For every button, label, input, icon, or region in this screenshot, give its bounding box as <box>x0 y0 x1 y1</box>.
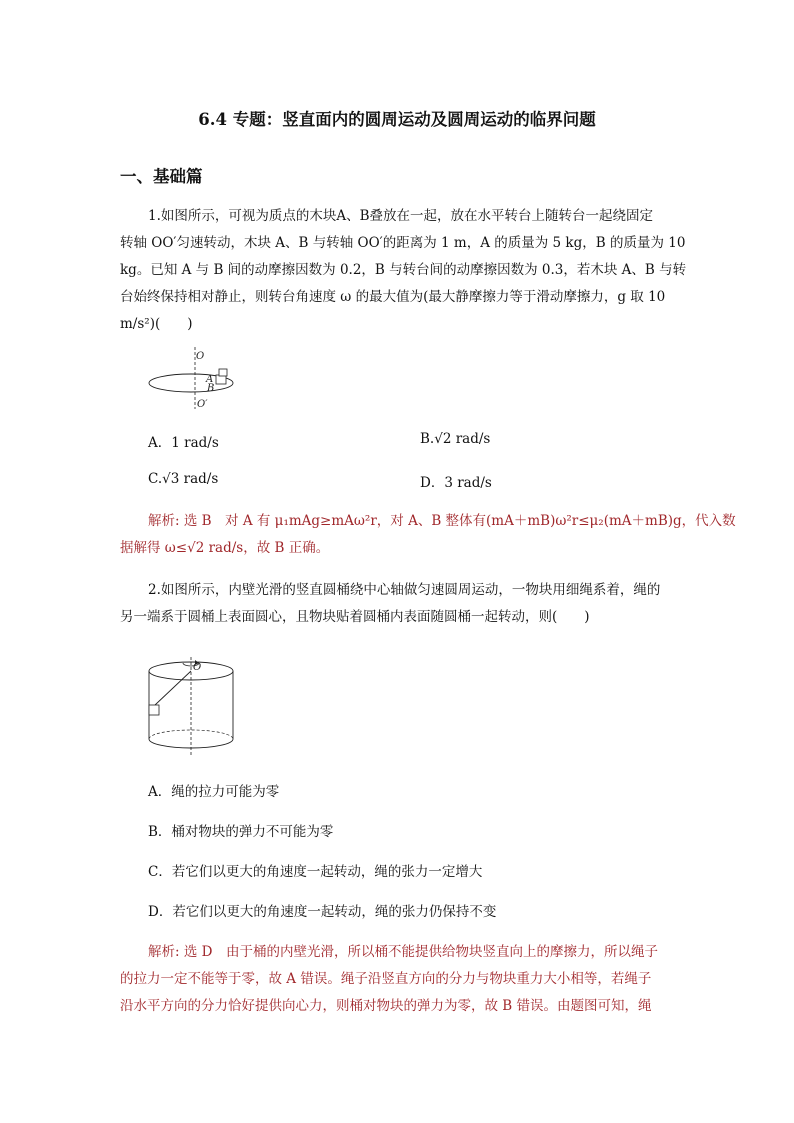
axis-label-o-bottom: O′ <box>197 399 208 410</box>
q1-option-a: A．1 rad/s <box>148 435 219 451</box>
q1-line-4: 台始终保持相对静止，则转台角速度 ω 的最大值为(最大静摩擦力等于滑动摩擦力，g 取 10 <box>120 289 666 305</box>
q2-line-2: 另一端系于圆桶上表面圆心，且物块贴着圆桶内表面随圆桶一起转动，则( ) <box>120 609 590 625</box>
q1-option-b: B.√2 rad/s <box>420 431 491 447</box>
q1-solution-line-1: 解析: 选 B 对 A 有 μ₁mAg≥mAω²r，对 A、B 整体有(mA＋mB)ω²r≤μ₂(mA＋mB)g，代入数 <box>148 513 736 529</box>
q1-turntable-figure <box>145 345 245 410</box>
center-label-o: O <box>193 662 202 673</box>
q1-line-1: 1.如图所示，可视为质点的木块A、B叠放在一起，放在水平转台上随转台一起绕固定 <box>148 208 654 224</box>
q2-solution-line-2: 的拉力一定不能等于零，故 A 错误。绳子沿竖直方向的分力与物块重力大小相等，若绳子 <box>120 971 652 987</box>
page-title: 6.4 专题：竖直面内的圆周运动及圆周运动的临界问题 <box>198 110 596 129</box>
q2-solution-line-3: 沿水平方向的分力恰好提供向心力，则桶对物块的弹力为零，故 B 错误。由题图可知，绳 <box>120 998 652 1014</box>
axis-label-o-top: O <box>196 351 205 362</box>
q1-line-5: m/s²)( ) <box>120 316 193 332</box>
q2-solution-line-1: 解析: 选 D 由于桶的内壁光滑，所以桶不能提供给物块竖直向上的摩擦力，所以绳子 <box>148 944 658 960</box>
q1-option-d: D．3 rad/s <box>420 475 492 491</box>
section-heading: 一、基础篇 <box>120 167 203 186</box>
q2-option-d: D．若它们以更大的角速度一起转动，绳的张力仍保持不变 <box>148 904 497 920</box>
block-label-b: B <box>207 383 215 394</box>
block-label-a: A <box>206 374 214 385</box>
q1-option-c: C.√3 rad/s <box>148 471 219 487</box>
q2-option-b: B．桶对物块的弹力不可能为零 <box>148 824 334 840</box>
q2-option-a: A．绳的拉力可能为零 <box>148 784 280 800</box>
q2-line-1: 2.如图所示，内壁光滑的竖直圆桶绕中心轴做匀速圆周运动，一物块用细绳系着，绳的 <box>148 582 661 598</box>
q1-solution-line-2: 据解得 ω≤√2 rad/s，故 B 正确。 <box>120 540 330 556</box>
q1-line-2: 转轴 OO′匀速转动，木块 A、B 与转轴 OO′的距离为 1 m，A 的质量为 5 kg，B 的质量为 10 <box>120 235 686 251</box>
q1-line-3: kg。已知 A 与 B 间的动摩擦因数为 0.2，B 与转台间的动摩擦因数为 0.3，若木块 A、B 与转 <box>120 262 687 278</box>
q2-option-c: C．若它们以更大的角速度一起转动，绳的张力一定增大 <box>148 864 483 880</box>
q2-cylinder-figure <box>145 655 245 757</box>
